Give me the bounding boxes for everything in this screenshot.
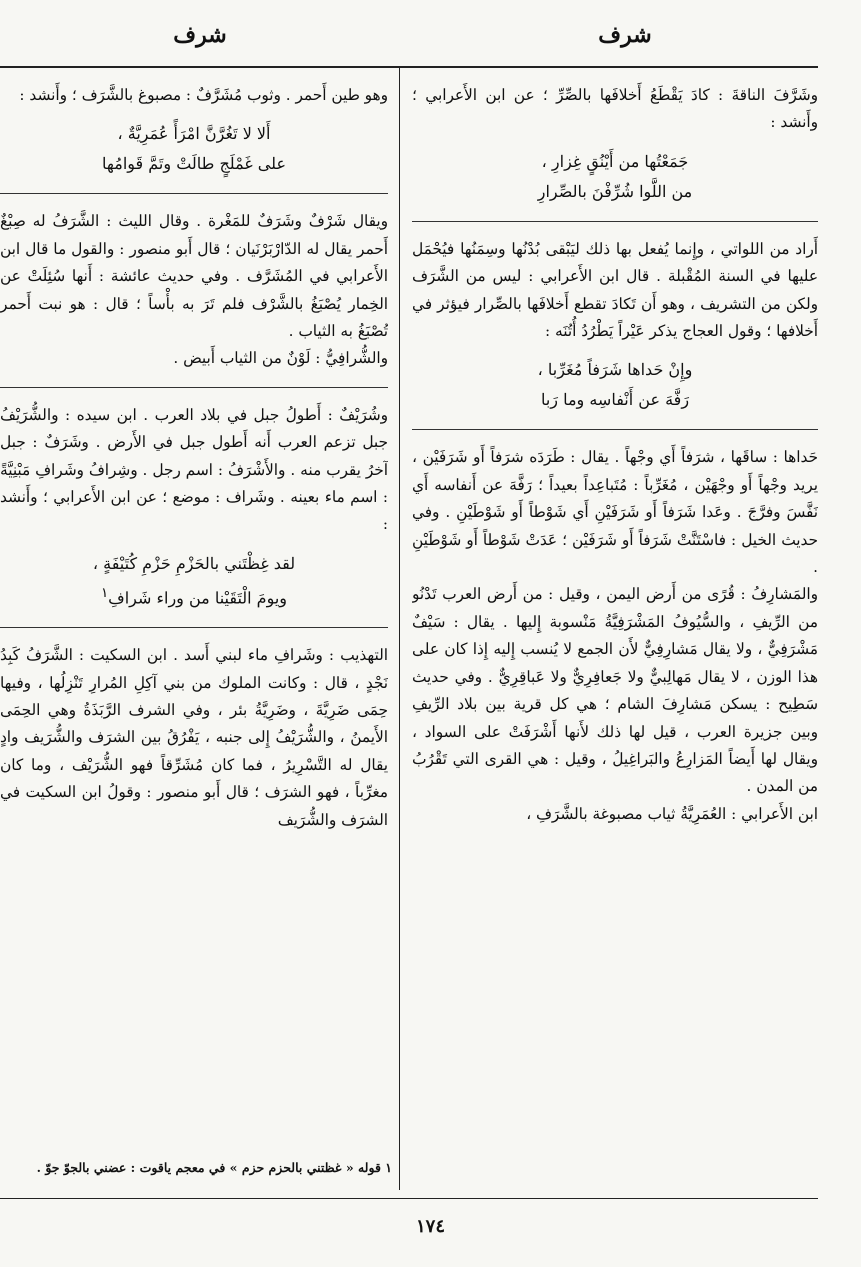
poem-line: من اللَّوا شُرِّفْنَ بالصِّرارِ — [537, 181, 693, 201]
paragraph: ابن الأَعرابي : العُمَرِيَّةُ ثياب مصبوغة بالشَّرَفِ ، — [526, 804, 818, 823]
top-rule — [0, 66, 818, 68]
poem-line — [0, 579, 388, 613]
poem-line: رَفَّهَ عن أَنْفاسِه وما رَبا — [540, 390, 690, 410]
separator — [0, 627, 388, 628]
paragraph: وشَرَّفَ الناقةَ : كادَ يَقْطَعُ أَخلافَها بالصِّرِّ ؛ عن ابن الأَعرابي ؛ وأَنشد : — [412, 86, 818, 132]
poem — [412, 355, 818, 415]
poem-line: أَلا لا تَغُرَّنَّ امْرَأً عُمَرِيَّةٌ ، — [117, 124, 271, 144]
paragraph: والشُّرافِيُّ : لَوْنٌ من الثياب أَبيض . — [173, 349, 388, 368]
paragraph: أَراد من اللواتي ، وإِنما يُفعل بها ذلك ليَبْقى بُدْنُها وسِمَنُها فيُحْمَل عليها في السنة المُقْبلة . قال ابن الأَعرابي : ليس من الشَّرَف ولكن من التشريف ، وهو أَن تَكادَ تقطع أَخلافَها بالصِّرار فيؤثر في أَخلافها ؛ وقول العجاج يذكر عَيْراً يَطْرُدُ أُتُنَه : — [412, 239, 818, 341]
poem — [0, 119, 388, 179]
paragraph: والمَشارِفُ : قُرًى من أَرض اليمن ، وقيل : من أَرض العرب تَدْنُو من الرِّيفِ ، والسُّيُوفُ المَشْرَفِيَّةُ مَنْسوبة إِليها . يقال : سَيْفٌ مَشْرَفِيٌّ ، ولا يقال مَشارِفِيٌّ لأَن الجمع لا يُنسب إِليه إِذا كان على هذا الوزن ، لا يقال مَهالِبيٌّ ولا جَعافِرِيٌّ ولا عَباقِرِيٌّ . وفي حديث سَطِيح : يسكن مَشارِفَ الشام ؛ هي كل قرية بين بلاد الرِّيفِ وبين جزيرة العرب ، قيل لها ذلك لأَنها أَشْرَفَتْ على السواد ، ويقال لها أَيضاً المَزارِعُ والبَراغِيلُ ، وقيل : هي القرى التي تَقْرُبُ من المدن . — [412, 585, 818, 796]
poem-line: وإِنْ حَداها شَرَفاً مُغَرِّبا ، — [537, 360, 693, 380]
footnote-marker: ١ — [100, 585, 109, 601]
paragraph: وهو طين أَحمر . وثوب مُشَرَّفٌ : مصبوغ بالشَّرَف ؛ وأَنشد : — [19, 86, 388, 104]
paragraph: حَداها : ساقَها ، شرَفاً أَي وجْهاً . يقال : طَرَدَه شرَفاً أَو شَرَفَيْن ، يريد وجْهاً أَو وجْهَيْن ، مُغَرِّباً : مُتَباعِداً بعيداً ؛ رَفَّهَ عن أَنفاسه أَي نَفَّسَ وفرَّجَ . وعَدا شَرَفاً أَو شَرَفَيْنِ أَي شَوْطاً أَو شَوْطَيْنِ . وفي حديث الخيل : فاسْتَنَّتْ شَرَفاً أَو شَرَفَيْن ؛ عَدَتْ شَوْطاً أَو شَوْطَيْنِ . — [412, 448, 818, 577]
left-column — [0, 82, 388, 1182]
poem-line: لقد غِظْتَني بالحَزْمِ حَزْمِ كُتَيْفَةٍ ، — [92, 553, 296, 573]
header-right: شرف — [598, 22, 652, 48]
poem-line-text: ويومَ الْتَقَيْنا من وراء شَرافِ — [108, 588, 288, 608]
bottom-rule — [0, 1198, 818, 1199]
separator — [0, 387, 388, 388]
poem-line: على غَمْلَجٍ طالَتْ وتَمَّ قَوامُها — [102, 154, 286, 174]
separator — [412, 429, 818, 430]
column-divider — [399, 68, 400, 1190]
footnote: ١ قوله « غظتني بالحزم حزم » في معجم ياقوت : عضني بالجوّ جوّ . — [36, 1160, 392, 1175]
paragraph: وشُرَيْفٌ : أَطولُ جبل في بلاد العرب . ابن سيده : والشُّرَيْفُ جبل تزعم العرب أَنه أَطول جبل في الأَرض . وشَرَفٌ : جبل آخرُ يقرب منه . والأَشْرَفُ : اسم رجل . وشِرافُ وشَرافِ مَبْنِيَّةً : اسم ماء بعينه . وشَراف : موضع ؛ عن ابن الأَعرابي ؛ وأَنشد : — [0, 405, 388, 534]
paragraph: ويقال شَرْفٌ وشَرَفٌ للمَغْرة . وقال الليث : الشَّرَفُ له صِبْغٌ أَحمر يقال له الدّارْبَرْنَيان ؛ قال أَبو منصور : والقول ما قال ابن الأَعرابي في المُشَرَّف . وفي حديث عائشة : أَنها سُئِلَتْ عن الخِمار يُصْبَغُ بالشَّرْف فلم تَرَ به بأْساً ؛ قال : هو نبت أَحمر تُصْبَغُ به الثياب . — [0, 212, 388, 341]
poem-line: جَمَعْتُها من أَيْنُقٍ غِزارِ ، — [541, 151, 689, 171]
poem — [412, 147, 818, 207]
right-column — [412, 82, 818, 1188]
header-left: شرف — [173, 22, 227, 48]
paragraph: التهذيب : وشَرافِ ماء لبني أَسد . ابن السكيت : الشَّرَفُ كَبِدُ نَجْدٍ ، قال : وكانت الملوك من بني آكِلِ المُرارِ تَنْزِلُها ، وفيها حِمَى ضَرِيَّةَ ، وضَرِيَّةُ بئر ، وفي الشرف الرَّبَذَةُ وهي الحِمَى الأَيمنُ ، والشُّرَيْفُ إِلى جنبه ، يَفْرُقُ بين الشرَف والشُّرَيف وادٍ يقال له التَّسْرِيرُ ، فما كان مُشَرِّقاً فهو الشُّرَيْف ، وما كان مغرِّباً ، فهو الشرَف ؛ قال أَبو منصور : وقولُ ابن السكيت في الشرَف والشُّرَيف — [0, 646, 388, 829]
separator — [0, 193, 388, 194]
poem — [0, 549, 388, 613]
separator — [412, 221, 818, 222]
page-number: ١٧٤ — [415, 1216, 445, 1237]
